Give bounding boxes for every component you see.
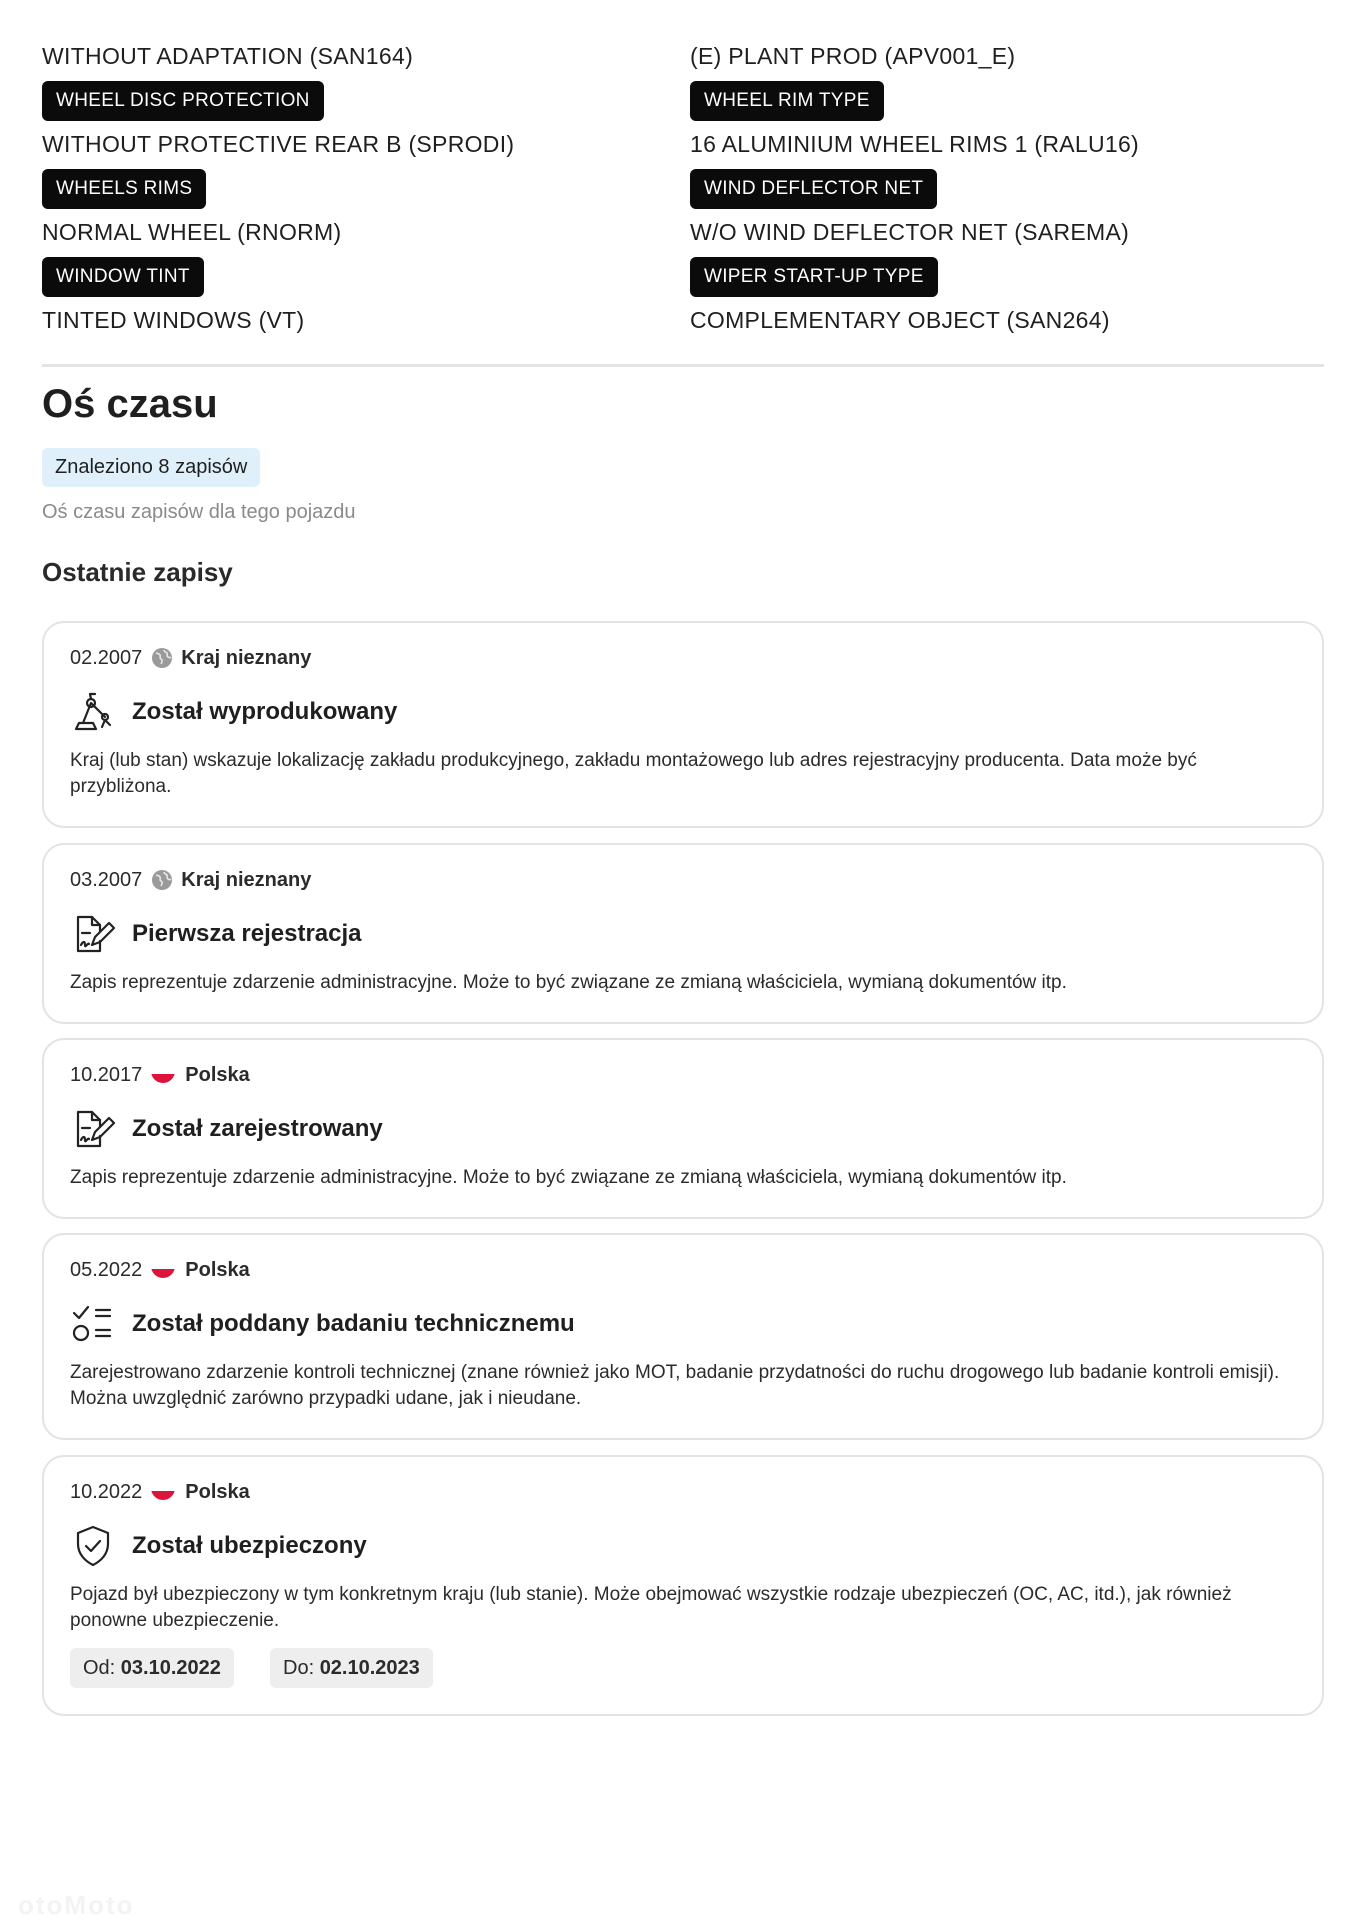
record-header <box>70 645 311 671</box>
record-header <box>70 1062 250 1088</box>
record-event-title: Został ubezpieczony <box>132 1532 367 1559</box>
poland-flag-icon <box>151 1262 175 1278</box>
recent-records-title: Ostatnie zapisy <box>42 557 233 587</box>
insurance-to-date: 02.10.2023 <box>319 1657 420 1679</box>
record-event <box>70 1104 383 1154</box>
record-date: 10.2022 <box>70 1480 143 1503</box>
record-date: 05.2022 <box>70 1258 143 1281</box>
spec-label: WHEEL RIM TYPE <box>690 81 884 121</box>
spec-value: W/O WIND DEFLECTOR NET (SAREMA) <box>690 219 1130 245</box>
record-header <box>70 1479 250 1505</box>
poland-flag-icon <box>151 1067 175 1083</box>
record-description: Kraj (lub stan) wskazuje lokalizację zakładu produkcyjnego, zakładu montażowego lub adres rejestracyjny producenta. Data może być przybliżona. <box>70 750 1197 797</box>
record-header <box>70 867 311 893</box>
timeline-record-card <box>42 843 1324 1024</box>
spec-label: WHEEL DISC PROTECTION <box>42 81 324 121</box>
spec-value: 16 ALUMINIUM WHEEL RIMS 1 (RALU16) <box>690 131 1140 157</box>
record-country: Kraj nieznany <box>181 868 312 891</box>
document-edit-icon <box>70 1106 116 1152</box>
record-description: Zapis reprezentuje zdarzenie administracyjne. Może to być związane ze zmianą właściciela, wymianą dokumentów itp. <box>70 1167 1067 1188</box>
record-country: Kraj nieznany <box>181 646 312 669</box>
spec-value: COMPLEMENTARY OBJECT (SAN264) <box>690 307 1110 333</box>
record-description: Pojazd był ubezpieczony w tym konkretnym kraju (lub stanie). Może obejmować wszystkie rodzaje ubezpieczeń (OC, AC, itd.), jak również ponowne ubezpieczenie. <box>70 1584 1232 1631</box>
robot-arm-icon <box>70 689 116 735</box>
record-event <box>70 1299 575 1349</box>
spec-value: WITHOUT ADAPTATION (SAN164) <box>42 43 414 69</box>
globe-icon <box>151 869 173 891</box>
timeline-subtitle: Oś czasu zapisów dla tego pojazdu <box>42 501 356 523</box>
document-edit-icon <box>70 911 116 957</box>
timeline-record-card <box>42 1233 1324 1440</box>
shield-check-icon <box>70 1523 116 1569</box>
record-event <box>70 909 362 959</box>
timeline-title: Oś czasu <box>42 382 218 426</box>
specs-left-column <box>42 40 682 336</box>
spec-value: TINTED WINDOWS (VT) <box>42 307 305 333</box>
record-header <box>70 1257 250 1283</box>
spec-value: NORMAL WHEEL (RNORM) <box>42 219 342 245</box>
insurance-from-label: Od: <box>83 1657 121 1679</box>
record-event-title: Pierwsza rejestracja <box>132 920 362 947</box>
record-country: Polska <box>185 1480 250 1503</box>
record-description: Zapis reprezentuje zdarzenie administracyjne. Może to być związane ze zmianą właściciela, wymianą dokumentów itp. <box>70 972 1067 993</box>
timeline-record-card <box>42 1038 1324 1219</box>
spec-value: WITHOUT PROTECTIVE REAR B (SPRODI) <box>42 131 515 157</box>
record-event <box>70 1521 367 1571</box>
record-event-title: Został zarejestrowany <box>132 1115 383 1142</box>
checklist-icon <box>70 1301 116 1347</box>
record-country: Polska <box>185 1063 250 1086</box>
record-date: 03.2007 <box>70 868 143 891</box>
spec-label: WINDOW TINT <box>42 257 204 297</box>
insurance-from-chip <box>70 1648 234 1688</box>
spec-label: WIPER START-UP TYPE <box>690 257 938 297</box>
insurance-to-label: Do: <box>283 1657 320 1679</box>
insurance-to-chip <box>270 1648 433 1688</box>
timeline-record-card <box>42 621 1324 828</box>
record-event-title: Został poddany badaniu technicznemu <box>132 1310 575 1337</box>
record-country: Polska <box>185 1258 250 1281</box>
spec-value: (E) PLANT PROD (APV001_E) <box>690 43 1016 69</box>
timeline-record-card <box>42 1455 1324 1716</box>
poland-flag-icon <box>151 1484 175 1500</box>
watermark-logo: otoMoto <box>18 1890 135 1920</box>
section-divider <box>42 364 1324 367</box>
spec-label: WIND DEFLECTOR NET <box>690 169 937 209</box>
record-event <box>70 687 397 737</box>
globe-icon <box>151 647 173 669</box>
insurance-from-date: 03.10.2022 <box>120 1657 221 1679</box>
record-date: 10.2017 <box>70 1063 143 1086</box>
specs-right-column <box>690 40 1330 336</box>
record-description: Zarejestrowano zdarzenie kontroli technicznej (znane również jako MOT, badanie przydatności do ruchu drogowego lub badanie kontroli emisji). Można uwzględnić zarówno przypadki udane, jak i nieudane. <box>70 1362 1280 1409</box>
spec-label: WHEELS RIMS <box>42 169 206 209</box>
records-count-badge: Znaleziono 8 zapisów <box>42 448 260 487</box>
record-date: 02.2007 <box>70 646 143 669</box>
record-event-title: Został wyprodukowany <box>132 698 398 725</box>
